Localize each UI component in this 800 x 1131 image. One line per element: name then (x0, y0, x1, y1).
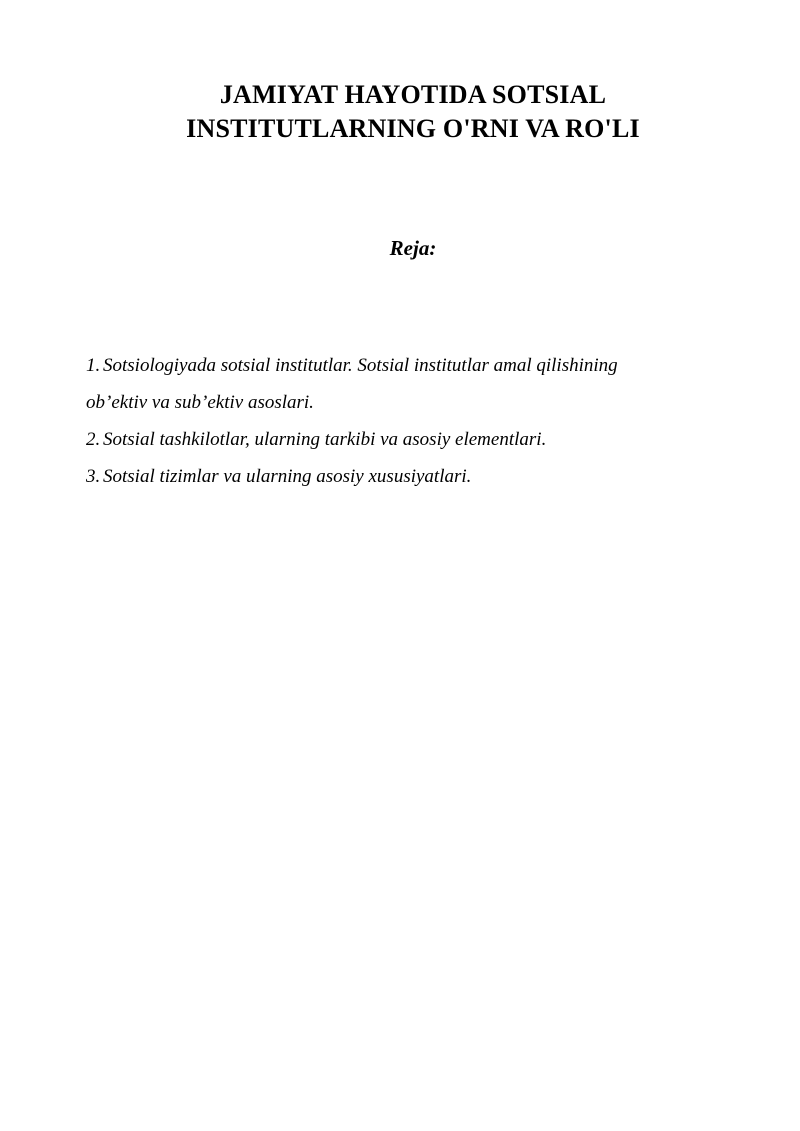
title-line-2: INSTITUTLARNING O'RNI VA RO'LI (186, 114, 640, 143)
document-title (0, 78, 800, 146)
plan-item-number: 3. (86, 466, 101, 487)
plan-item-number: 2. (86, 429, 101, 450)
plan-item-text: Sotsial tizimlar va ularning asosiy xususiyatlari. (103, 466, 472, 487)
plan-item-text: Sotsial tashkilotlar, ularning tarkibi va asosiy elementlari. (103, 429, 547, 450)
plan-item-text-continued: ob’ektiv va sub’ektiv asoslari. (86, 392, 314, 413)
plan-list (86, 347, 726, 495)
plan-item-text: Sotsiologiyada sotsial institutlar. Sotsial institutlar amal qilishining (103, 355, 618, 376)
plan-item-3 (86, 458, 726, 495)
plan-item-2 (86, 421, 726, 458)
plan-item-number: 1. (86, 355, 101, 376)
title-line-1: JAMIYAT HAYOTIDA SOTSIAL (219, 80, 607, 109)
plan-heading: Reja: (389, 236, 437, 260)
plan-item-1 (86, 347, 726, 421)
